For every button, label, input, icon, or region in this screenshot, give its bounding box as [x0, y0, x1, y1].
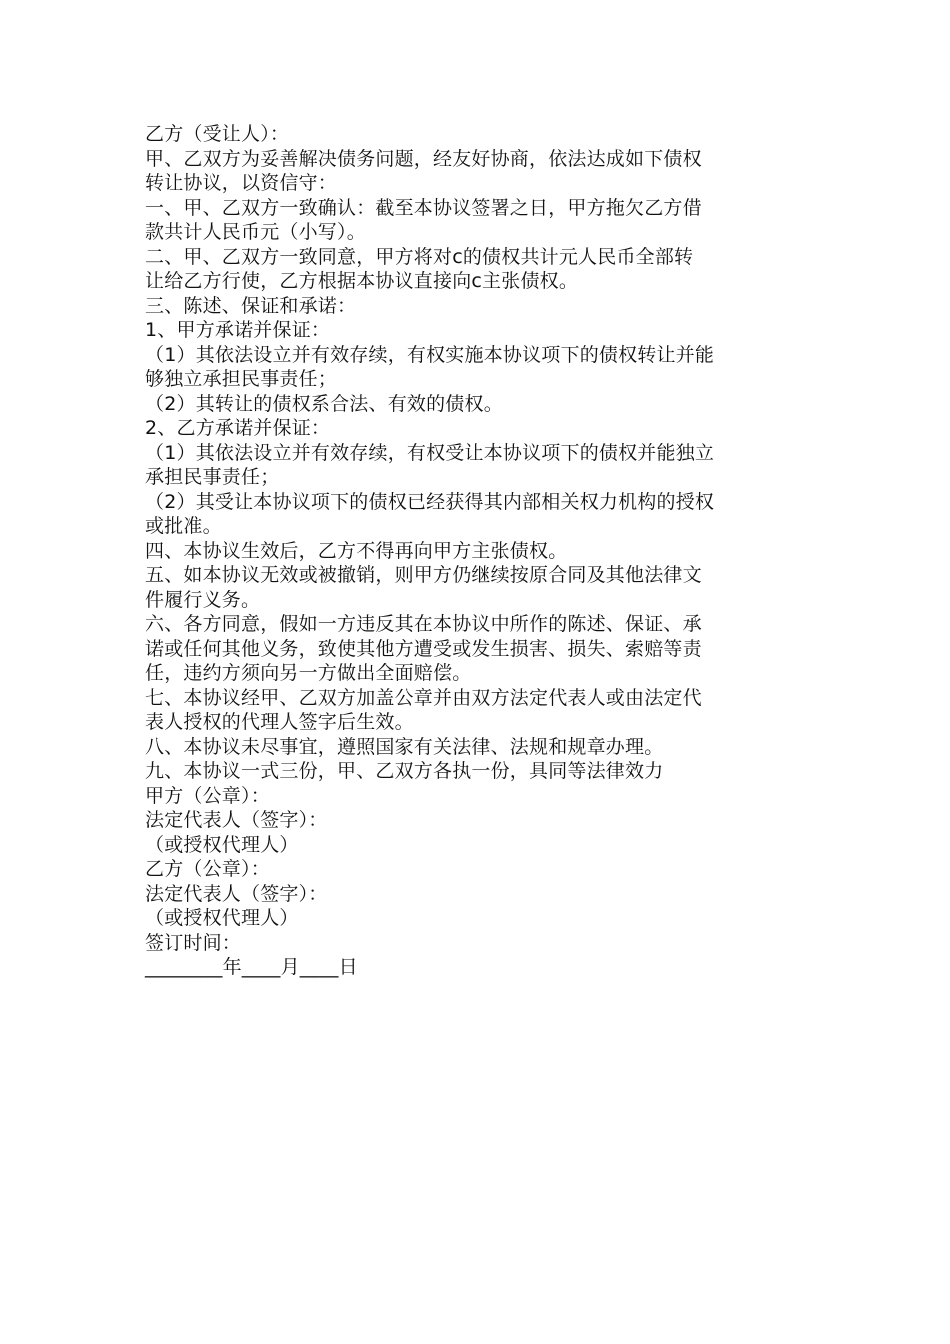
clause-9: 九、本协议一式三份，甲、乙双方各执一份，具同等法律效力: [145, 760, 664, 782]
intro-line-2: 转让协议，以资信守：: [145, 172, 338, 194]
clause-3-1-heading: 1、甲方承诺并保证：: [145, 319, 331, 341]
party-b-representative-label: 法定代表人（签字）：: [145, 882, 328, 905]
clause-7-line-2: 表人授权的代理人签字后生效。: [145, 711, 414, 733]
clause-5-line-2: 件履行义务。: [145, 588, 261, 611]
clause-3-heading: 三、陈述、保证和承诺：: [145, 294, 357, 317]
signing-time-label: 签订时间：: [145, 931, 242, 954]
clause-3-1-item-1-line-2: 够独立承担民事责任；: [145, 368, 338, 390]
clause-7-line-1: 七、本协议经甲、乙双方加盖公章并由双方法定代表人或由法定代: [145, 686, 702, 709]
clause-3-2-item-1-line-2: 承担民事责任；: [145, 466, 280, 488]
clause-3-2-item-1-line-1: （1）其依法设立并有效存续，有权受让本协议项下的债权并能独立: [145, 441, 715, 464]
intro-line-1: 甲、乙双方为妥善解决债务问题，经友好协商，依法达成如下债权: [145, 147, 702, 170]
party-a-representative-label: 法定代表人（签字）：: [145, 809, 328, 831]
party-b-heading: 乙方（受让人）：: [145, 123, 290, 145]
clause-3-2-heading: 2、乙方承诺并保证：: [145, 417, 331, 439]
clause-2-line-1: 二、甲、乙双方一致同意，甲方将对c的债权共计元人民币全部转: [145, 245, 694, 268]
party-a-seal-label: 甲方（公章）：: [145, 784, 270, 807]
clause-3-1-item-1-line-1: （1）其依法设立并有效存续，有权实施本协议项下的债权转让并能: [145, 343, 715, 366]
clause-3-1-item-2: （2）其转让的债权系合法、有效的债权。: [145, 392, 503, 415]
clause-2-line-2: 让给乙方行使，乙方根据本协议直接向c主张债权。: [145, 270, 579, 292]
signing-date-blank: ________年____月____日: [145, 956, 358, 978]
clause-1-line-2: 款共计人民币元（小写）。: [145, 221, 366, 243]
clause-8: 八、本协议未尽事宜，遵照国家有关法律、法规和规章办理。: [145, 735, 664, 758]
clause-3-2-item-2-line-1: （2）其受让本协议项下的债权已经获得其内部相关权力机构的授权: [145, 490, 715, 513]
clause-3-2-item-2-line-2: 或批准。: [145, 515, 222, 537]
clause-5-line-1: 五、如本协议无效或被撤销，则甲方仍继续按原合同及其他法律文: [145, 564, 702, 586]
clause-6-line-3: 任，违约方须向另一方做出全面赔偿。: [145, 662, 472, 684]
party-b-seal-label: 乙方（公章）：: [145, 858, 270, 880]
party-a-agent-label: （或授权代理人）: [145, 833, 299, 856]
contract-body: [145, 122, 807, 980]
clause-1-line-1: 一、甲、乙双方一致确认：截至本协议签署之日，甲方拖欠乙方借: [145, 196, 702, 219]
clause-6-line-2: 诺或任何其他义务，致使其他方遭受或发生损害、损失、索赔等责: [145, 637, 702, 660]
clause-6-line-1: 六、各方同意，假如一方违反其在本协议中所作的陈述、保证、承: [145, 613, 702, 635]
clause-4: 四、本协议生效后，乙方不得再向甲方主张债权。: [145, 539, 568, 562]
party-b-agent-label: （或授权代理人）: [145, 907, 299, 929]
